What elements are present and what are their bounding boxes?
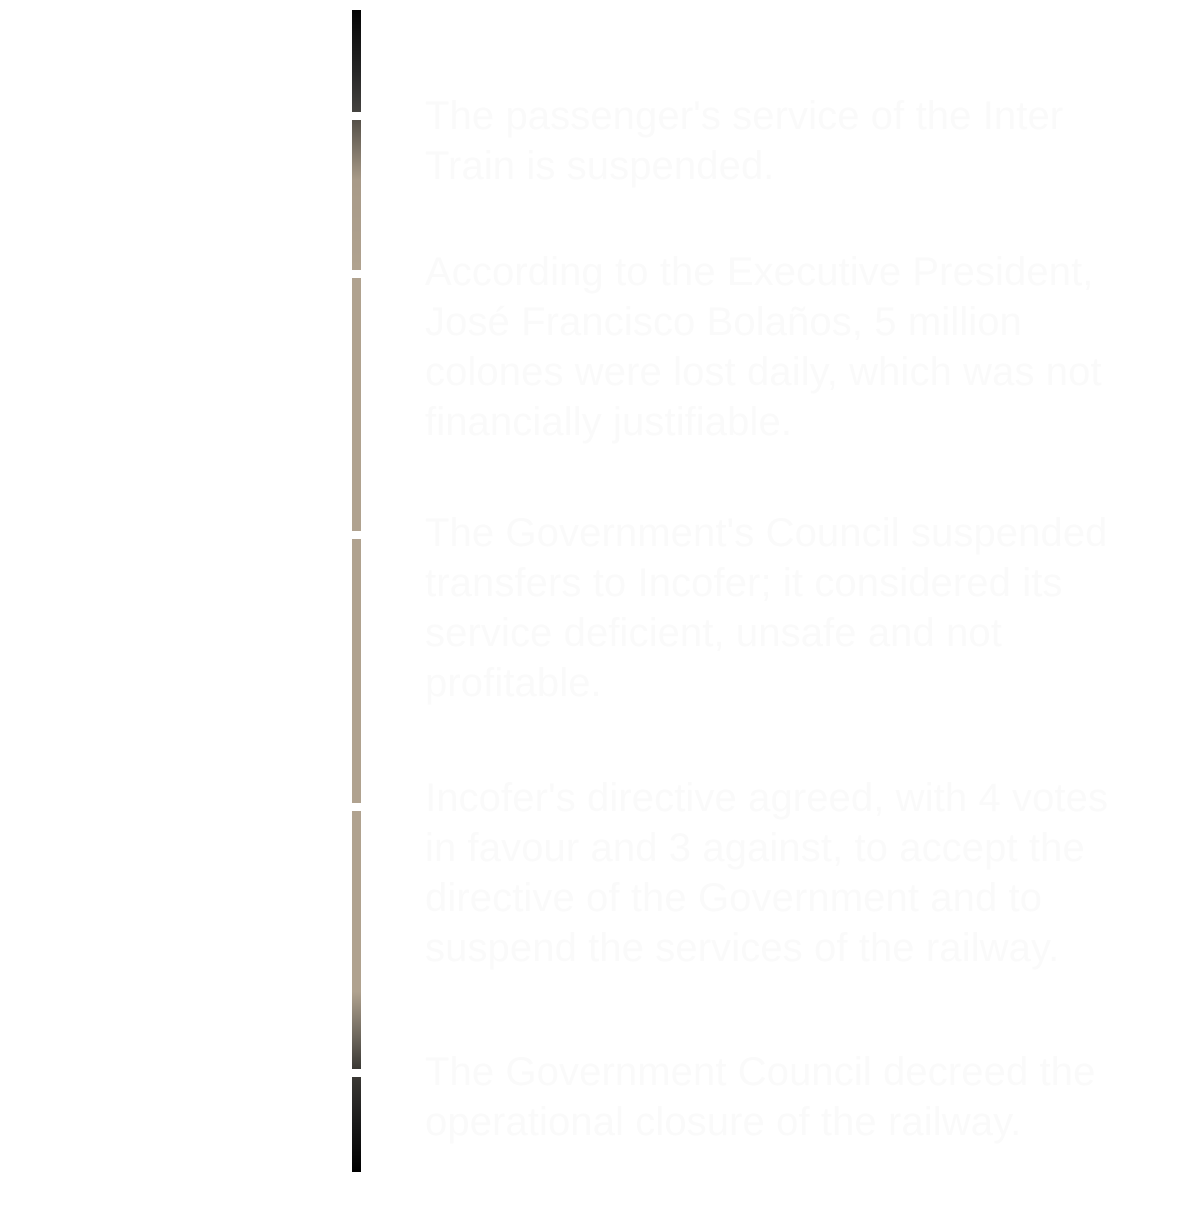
timeline-event-text: The Government's Council suspended transfers to Incofer; it considered its service deficient, unsafe and not profitable. — [425, 511, 1108, 705]
timeline-track-segment — [352, 811, 361, 1069]
timeline-track-segment — [352, 539, 361, 803]
timeline-track-segment — [352, 10, 361, 112]
timeline-event-text: Incofer's directive agreed, with 4 votes in favour and 3 against, to accept the directive of the Government and to suspend the services of the railway. — [425, 776, 1109, 970]
timeline-track-segment — [352, 278, 361, 531]
timeline-track-segment — [352, 120, 361, 270]
timeline-event-text: According to the Executive President, José Francisco Bolaños, 5 million colones were lost daily, which was not financially justifiable. — [425, 250, 1102, 444]
timeline-track-segment — [352, 1077, 361, 1172]
timeline-event-text: The passenger's service of the Inter Train is suspended. — [425, 94, 1064, 188]
timeline-event-text: The Government Council decreed the operational closure of the railway. — [425, 1050, 1096, 1144]
